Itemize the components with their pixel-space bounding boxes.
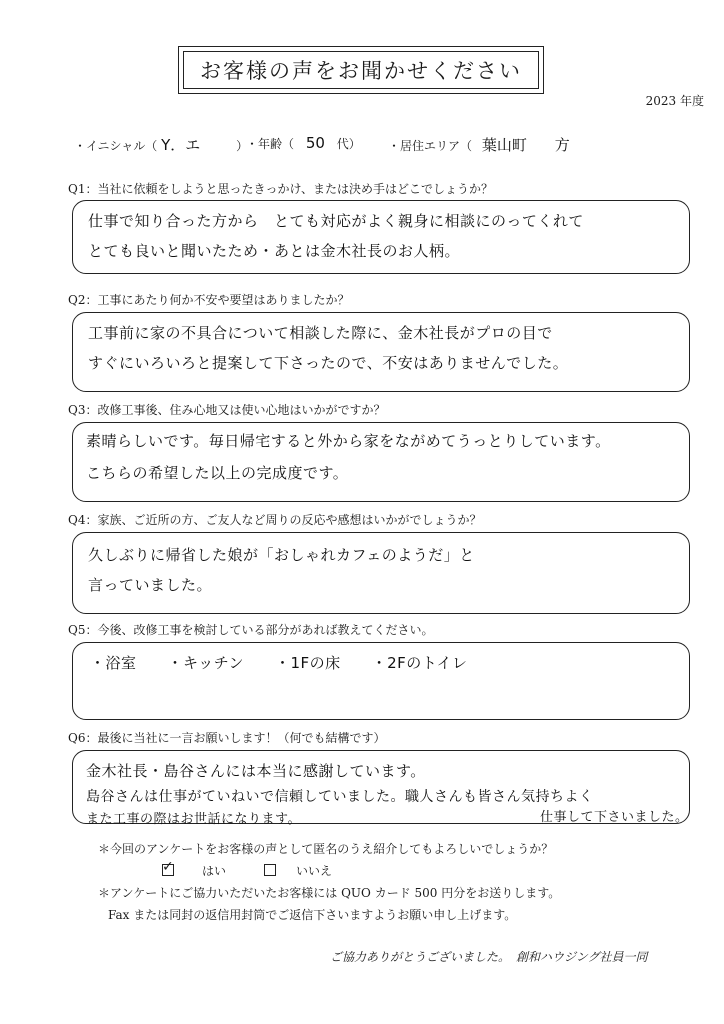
answer-6-overflow: 仕事して下さいました。 bbox=[540, 810, 689, 825]
answer-4-line-1: 久しぶりに帰省した娘が「おしゃれカフェのようだ」と bbox=[88, 546, 475, 564]
question-2: Q2：工事にあたり何か不安や要望はありましたか？ bbox=[68, 293, 350, 307]
initial-field bbox=[74, 134, 248, 155]
title-frame bbox=[178, 46, 544, 94]
answer-6-line-2: 島谷さんは仕事がていねいで信頼していました。職人さんも皆さん気持ちよく bbox=[86, 789, 594, 805]
answer-5-line-1: ・浴室 ・キッチン ・1Fの床 ・2Fのトイレ bbox=[90, 654, 468, 672]
answer-2-line-1: 工事前に家の不具合について相談した際に、金木社長がプロの目で bbox=[88, 324, 553, 342]
answer-2-line-2: すぐにいろいろと提案して下さったので、不安はありませんでした。 bbox=[88, 354, 569, 372]
age-value: 50 bbox=[305, 134, 325, 152]
question-3: Q3：改修工事後、住み心地又は使い心地はいかがですか？ bbox=[68, 403, 386, 417]
question-6: Q6：最後に当社に一言お願いします！（何でも結構です） bbox=[68, 731, 386, 745]
answer-6-line-3: また工事の際はお世話になります。 bbox=[86, 812, 301, 827]
question-5: Q5：今後、改修工事を検討している部分があれば教えてください。 bbox=[68, 623, 434, 637]
consent-question: ＊今回のアンケートをお客様の声として匿名のうえ紹介してもよろしいでしょうか？ bbox=[98, 842, 554, 856]
fax-note: Fax または同封の返信用封筒でご返信下さいますようお願い申し上げます。 bbox=[108, 908, 517, 922]
footer-thanks: ご協力ありがとうございました。 創和ハウジング社員一同 bbox=[330, 950, 648, 964]
initial-value: Y．エ bbox=[161, 136, 201, 154]
answer-1-line-1: 仕事で知り合った方から とても対応がよく親身に相談にのってくれて bbox=[88, 212, 584, 230]
page-title: お客様の声をお聞かせください bbox=[183, 51, 539, 89]
yes-checkbox[interactable] bbox=[162, 859, 174, 876]
area-field bbox=[388, 134, 570, 155]
area-value: 葉山町 bbox=[481, 136, 527, 154]
check-icon: ✓ bbox=[162, 859, 174, 875]
consent-no-option[interactable] bbox=[264, 862, 332, 879]
age-field bbox=[246, 134, 361, 152]
age-suffix: 代） bbox=[336, 137, 361, 151]
consent-yes-option[interactable] bbox=[162, 859, 227, 879]
answer-3-line-2: こちらの希望した以上の完成度です。 bbox=[86, 464, 349, 482]
answer-6-line-1: 金木社長・島谷さんには本当に感謝しています。 bbox=[86, 762, 426, 780]
area-suffix: 方 bbox=[554, 136, 570, 154]
no-checkbox[interactable] bbox=[264, 864, 276, 876]
year-label: 2023 年度 bbox=[645, 94, 704, 108]
no-label: いいえ bbox=[296, 864, 333, 878]
initial-label: ・イニシャル（ bbox=[74, 139, 158, 153]
answer-4-line-2: 言っていました。 bbox=[88, 576, 213, 594]
answer-1-line-2: とても良いと聞いたため・あとは金木社長のお人柄。 bbox=[88, 242, 461, 260]
answer-3-line-1: 素晴らしいです。毎日帰宅すると外から家をながめてうっとりしています。 bbox=[86, 432, 611, 450]
initial-close: ） bbox=[236, 139, 249, 153]
question-1: Q1：当社に依頼をしようと思ったきっかけ、または決め手はどこでしょうか？ bbox=[68, 182, 493, 196]
area-label: ・居住エリア（ bbox=[388, 139, 473, 153]
question-4: Q4：家族、ご近所の方、ご友人など周りの反応や感想はいかがでしょうか？ bbox=[68, 513, 482, 527]
gift-note: ＊アンケートにご協力いただいたお客様には QUO カード 500 円分をお送りします。 bbox=[98, 886, 561, 900]
yes-label: はい bbox=[202, 864, 227, 878]
age-label: ・年齢（ bbox=[246, 137, 295, 151]
